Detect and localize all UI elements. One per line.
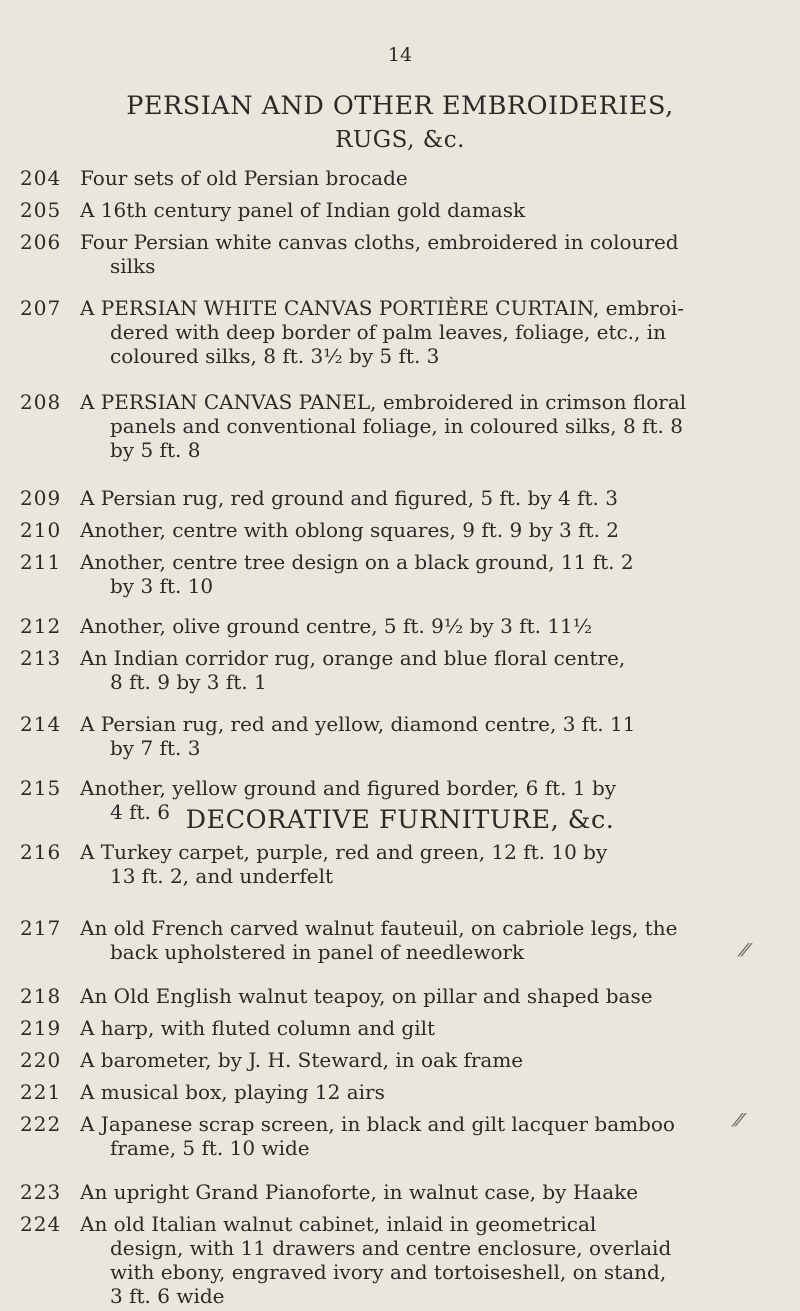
lot-number: 211 xyxy=(20,550,62,574)
lot-number: 206 xyxy=(20,230,62,254)
lot-number: 221 xyxy=(20,1080,62,1104)
lot-number: 222 xyxy=(20,1112,62,1136)
lot-description xyxy=(80,916,720,964)
description-line: Another, centre tree design on a black ground, 11 ft. 2 xyxy=(80,550,634,574)
lot-number: 214 xyxy=(20,712,62,736)
description-line: A Turkey carpet, purple, red and green, 12 ft. 10 by xyxy=(80,840,608,864)
description-line: A Japanese scrap screen, in black and gilt lacquer bamboo xyxy=(80,1112,675,1136)
lot-description xyxy=(80,712,720,760)
lot-description xyxy=(80,1112,720,1160)
lot-number: 218 xyxy=(20,984,62,1008)
lot-number: 223 xyxy=(20,1180,62,1204)
description-line: Another, olive ground centre, 5 ft. 9½ by 3 ft. 11½ xyxy=(80,614,593,638)
description-line: A Persian rug, red ground and figured, 5 ft. by 4 ft. 3 xyxy=(80,486,618,510)
pencil-annotation-mark: ⁄⁄ xyxy=(742,940,749,961)
description-line: with ebony, engraved ivory and tortoiseshell, on stand, xyxy=(110,1260,667,1284)
description-line: A harp, with fluted column and gilt xyxy=(80,1016,436,1040)
section-heading-furniture: DECORATIVE FURNITURE, &c. xyxy=(185,805,615,835)
description-line: A musical box, playing 12 airs xyxy=(80,1080,385,1104)
description-line: A PERSIAN CANVAS PANEL, embroidered in crimson floral xyxy=(80,390,687,414)
description-line: frame, 5 ft. 10 wide xyxy=(110,1136,310,1160)
description-line: Four sets of old Persian brocade xyxy=(80,166,408,190)
description-line: coloured silks, 8 ft. 3½ by 5 ft. 3 xyxy=(110,344,440,368)
lot-description xyxy=(80,614,720,638)
description-line: 3 ft. 6 wide xyxy=(110,1284,225,1308)
description-line: An Old English walnut teapoy, on pillar and shaped base xyxy=(80,984,653,1008)
description-line: Four Persian white canvas cloths, embroidered in coloured xyxy=(80,230,679,254)
description-line: An old French carved walnut fauteuil, on cabriole legs, the xyxy=(80,916,678,940)
lot-number: 204 xyxy=(20,166,62,190)
lot-number: 219 xyxy=(20,1016,62,1040)
lot-description xyxy=(80,646,720,694)
lot-description xyxy=(80,776,720,824)
lot-description xyxy=(80,198,720,222)
lot-number: 208 xyxy=(20,390,62,414)
section-heading-embroideries: PERSIAN AND OTHER EMBROIDERIES, xyxy=(126,91,674,121)
lot-number: 224 xyxy=(20,1212,62,1236)
description-line: 8 ft. 9 by 3 ft. 1 xyxy=(110,670,267,694)
description-line: by 5 ft. 8 xyxy=(110,438,201,462)
description-line: An upright Grand Pianoforte, in walnut case, by Haake xyxy=(80,1180,639,1204)
description-line: design, with 11 drawers and centre enclosure, overlaid xyxy=(110,1236,672,1260)
lot-description xyxy=(80,1016,720,1040)
lot-description xyxy=(80,550,720,598)
page-number: 14 xyxy=(387,44,413,66)
lot-description xyxy=(80,984,720,1008)
description-line: Another, centre with oblong squares, 9 ft. 9 by 3 ft. 2 xyxy=(80,518,620,542)
lot-description xyxy=(80,518,720,542)
lot-number: 215 xyxy=(20,776,62,800)
description-line: An old Italian walnut cabinet, inlaid in geometrical xyxy=(80,1212,597,1236)
description-line: panels and conventional foliage, in coloured silks, 8 ft. 8 xyxy=(110,414,683,438)
lot-description xyxy=(80,296,720,368)
description-line: dered with deep border of palm leaves, foliage, etc., in xyxy=(110,320,667,344)
lot-number: 216 xyxy=(20,840,62,864)
lot-number: 217 xyxy=(20,916,62,940)
lot-number: 205 xyxy=(20,198,62,222)
lot-description xyxy=(80,166,720,190)
description-line: 4 ft. 6 xyxy=(110,800,170,824)
lot-number: 209 xyxy=(20,486,62,510)
description-line: silks xyxy=(110,254,156,278)
lot-number: 212 xyxy=(20,614,62,638)
lot-description xyxy=(80,390,720,462)
description-line: A PERSIAN WHITE CANVAS PORTIÈRE CURTAIN, embroi- xyxy=(80,296,685,320)
description-line: A Persian rug, red and yellow, diamond centre, 3 ft. 11 xyxy=(80,712,636,736)
description-line: by 7 ft. 3 xyxy=(110,736,201,760)
description-line: by 3 ft. 10 xyxy=(110,574,214,598)
pencil-annotation-mark: ⁄⁄ xyxy=(736,1110,743,1131)
section-subheading-rugs: RUGS, &c. xyxy=(335,127,465,153)
description-line: 13 ft. 2, and underfelt xyxy=(110,864,333,888)
description-line: A 16th century panel of Indian gold damask xyxy=(80,198,526,222)
lot-description xyxy=(80,230,720,278)
description-line: An Indian corridor rug, orange and blue floral centre, xyxy=(80,646,626,670)
lot-description xyxy=(80,840,720,888)
description-line: Another, yellow ground and figured border, 6 ft. 1 by xyxy=(80,776,617,800)
lot-number: 207 xyxy=(20,296,62,320)
description-line: back upholstered in panel of needlework xyxy=(110,940,525,964)
description-line: A barometer, by J. H. Steward, in oak frame xyxy=(80,1048,524,1072)
lot-description xyxy=(80,1048,720,1072)
lot-description xyxy=(80,486,720,510)
lot-description xyxy=(80,1080,720,1104)
lot-description xyxy=(80,1212,720,1308)
lot-description xyxy=(80,1180,720,1204)
lot-number: 220 xyxy=(20,1048,62,1072)
lot-number: 213 xyxy=(20,646,62,670)
lot-number: 210 xyxy=(20,518,62,542)
